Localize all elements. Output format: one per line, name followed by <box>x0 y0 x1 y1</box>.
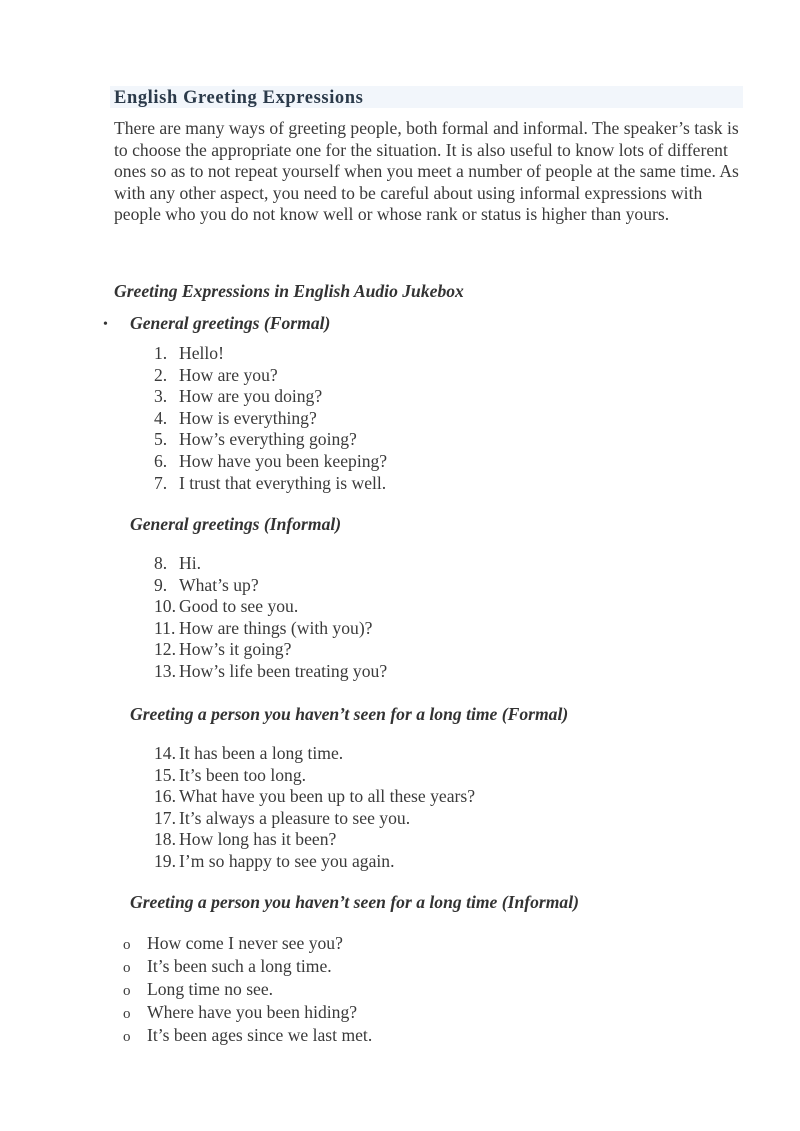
page-title: English Greeting Expressions <box>114 88 364 108</box>
long-time-informal-list <box>123 932 372 1047</box>
list-item: 1. Hello! <box>154 343 224 363</box>
circle-bullet-icon: o <box>123 983 131 999</box>
long-time-formal-list <box>154 743 475 873</box>
list-item: 17. It’s always a pleasure to see you. <box>154 807 411 828</box>
list-item: 15. It’s been too long. <box>154 764 307 785</box>
list-item: 4. How is everything? <box>154 407 317 428</box>
list-item: 13. How’s life been treating you? <box>154 660 388 681</box>
list-item: 9. What’s up? <box>154 574 259 595</box>
list-item: 12. How’s it going? <box>154 639 292 660</box>
list-item: 14. It has been a long time. <box>154 743 344 763</box>
list-item: o Where have you been hiding? <box>123 1001 372 1024</box>
section-heading-long-time-informal: Greeting a person you haven’t seen for a long time (Informal) <box>130 892 579 912</box>
section-heading-long-time-formal: Greeting a person you haven’t seen for a long time (Formal) <box>130 704 569 724</box>
list-item: 5. How’s everything going? <box>154 429 357 450</box>
bullet-icon: • <box>103 317 108 332</box>
formal-greetings-list <box>154 343 387 494</box>
list-item: 16. What have you been up to all these years? <box>154 786 476 807</box>
circle-bullet-icon: o <box>123 960 131 976</box>
section-heading-informal: General greetings (Informal) <box>130 514 342 534</box>
circle-bullet-icon: o <box>123 1006 131 1022</box>
list-item: 2. How are you? <box>154 364 278 385</box>
intro-paragraph: There are many ways of greeting people, both formal and informal. The speaker’s task is to choose the appropriate one for the situation. It is also useful to know lots of different ones so as to not repeat yourself when you meet a number of people at the same time. As with any other aspect, you need to be careful about using informal expressions with people who you do not know well or whose rank or status is higher than yours. <box>114 118 739 225</box>
list-item: o How come I never see you? <box>123 932 372 955</box>
list-item: 7. I trust that everything is well. <box>154 472 387 493</box>
list-item: o Long time no see. <box>123 978 372 1001</box>
list-item: 10. Good to see you. <box>154 596 299 617</box>
list-item: 8. Hi. <box>154 553 201 573</box>
list-item: 6. How have you been keeping? <box>154 450 388 471</box>
list-item: 19. I’m so happy to see you again. <box>154 850 395 871</box>
informal-greetings-list <box>154 553 387 683</box>
circle-bullet-icon: o <box>123 1029 131 1045</box>
list-item: 11. How are things (with you)? <box>154 617 373 638</box>
jukebox-heading: Greeting Expressions in English Audio Jukebox <box>114 281 464 301</box>
circle-bullet-icon: o <box>123 937 131 953</box>
section-heading-formal: General greetings (Formal) <box>130 313 331 333</box>
list-item: 3. How are you doing? <box>154 386 323 407</box>
list-item: o It’s been such a long time. <box>123 955 372 978</box>
list-item: 18. How long has it been? <box>154 829 337 850</box>
list-item: o It’s been ages since we last met. <box>123 1024 372 1047</box>
